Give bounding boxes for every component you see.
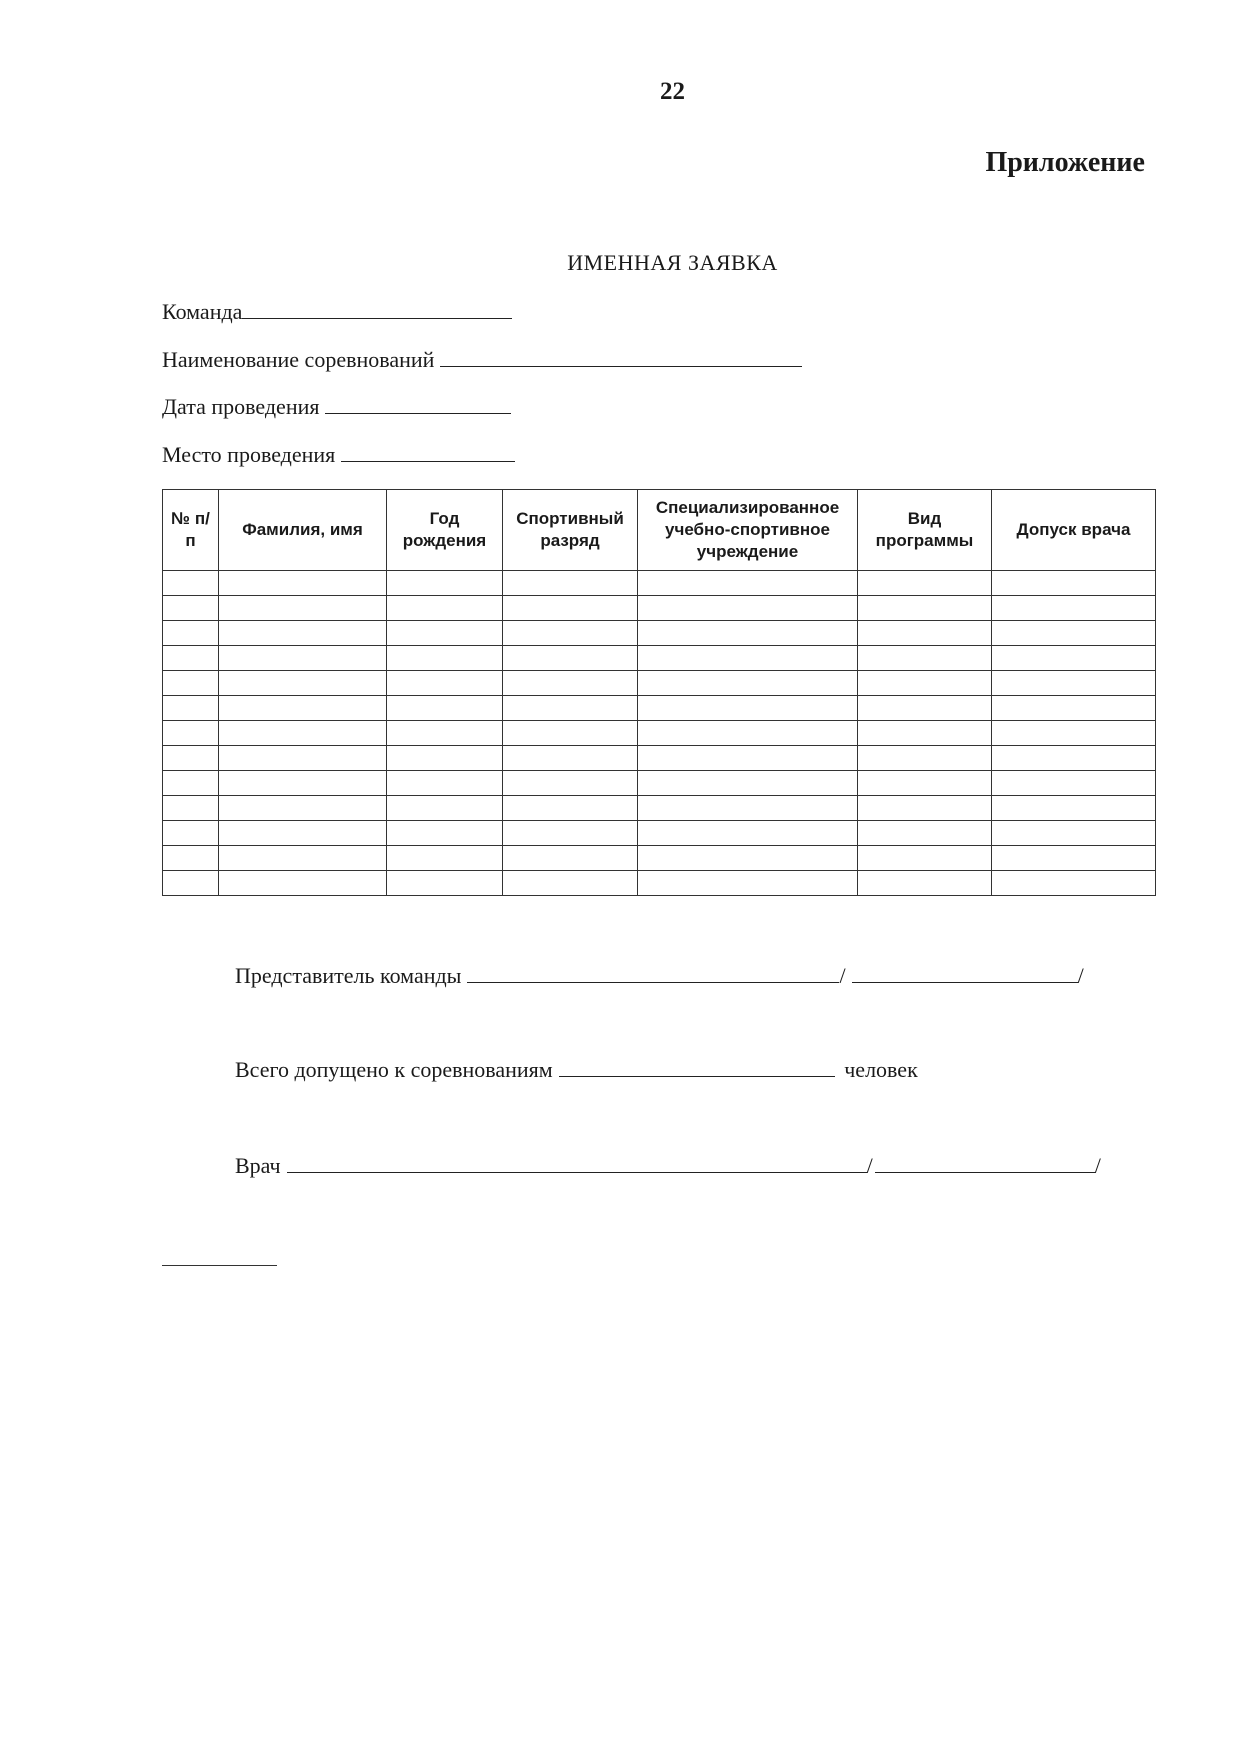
- col-birth-year-header: Год рождения: [387, 490, 503, 571]
- table-cell[interactable]: [638, 796, 858, 821]
- table-cell[interactable]: [638, 871, 858, 896]
- table-cell[interactable]: [219, 646, 387, 671]
- table-cell[interactable]: [503, 621, 638, 646]
- table-row: [163, 696, 1156, 721]
- col-doctor-approval-header: Допуск врача: [992, 490, 1156, 571]
- slash: /: [1077, 963, 1084, 988]
- team-label: Команда: [162, 299, 243, 324]
- admitted-unit: человек: [844, 1057, 918, 1082]
- table-cell[interactable]: [858, 771, 992, 796]
- table-cell[interactable]: [387, 696, 503, 721]
- table-cell[interactable]: [992, 621, 1156, 646]
- table-cell[interactable]: [638, 771, 858, 796]
- table-cell[interactable]: [503, 646, 638, 671]
- table-cell[interactable]: [503, 696, 638, 721]
- table-cell[interactable]: [163, 571, 219, 596]
- table-row: [163, 646, 1156, 671]
- table-cell[interactable]: [163, 646, 219, 671]
- table-cell[interactable]: [992, 671, 1156, 696]
- table-row: [163, 746, 1156, 771]
- table-cell[interactable]: [503, 771, 638, 796]
- table-cell[interactable]: [219, 846, 387, 871]
- table-row: [163, 621, 1156, 646]
- document-title: ИМЕННАЯ ЗАЯВКА: [567, 250, 778, 275]
- table-cell[interactable]: [387, 846, 503, 871]
- table-cell[interactable]: [503, 846, 638, 871]
- col-name-header: Фамилия, имя: [219, 490, 387, 571]
- table-cell[interactable]: [163, 671, 219, 696]
- table-cell[interactable]: [219, 571, 387, 596]
- table-cell[interactable]: [992, 871, 1156, 896]
- table-cell[interactable]: [638, 646, 858, 671]
- team-field: [162, 298, 512, 325]
- table-cell[interactable]: [387, 571, 503, 596]
- table-row: [163, 721, 1156, 746]
- table-cell[interactable]: [992, 771, 1156, 796]
- table-cell[interactable]: [858, 646, 992, 671]
- doctor-name-blank[interactable]: [875, 1152, 1095, 1173]
- table-cell[interactable]: [163, 696, 219, 721]
- table-cell[interactable]: [992, 821, 1156, 846]
- roster-table: [162, 489, 1156, 896]
- table-cell[interactable]: [163, 771, 219, 796]
- table-row: [163, 596, 1156, 621]
- table-cell[interactable]: [503, 796, 638, 821]
- table-cell[interactable]: [638, 621, 858, 646]
- table-cell[interactable]: [163, 596, 219, 621]
- table-cell[interactable]: [858, 746, 992, 771]
- table-cell[interactable]: [387, 596, 503, 621]
- venue-label: Место проведения: [162, 442, 336, 467]
- table-cell[interactable]: [503, 596, 638, 621]
- table-cell[interactable]: [638, 846, 858, 871]
- table-cell[interactable]: [219, 796, 387, 821]
- table-cell[interactable]: [219, 721, 387, 746]
- admitted-total-line: [235, 1056, 918, 1083]
- table-cell[interactable]: [163, 846, 219, 871]
- table-row: [163, 671, 1156, 696]
- col-sport-rank-header: Спортивный разряд: [503, 490, 638, 571]
- table-cell[interactable]: [992, 696, 1156, 721]
- table-cell[interactable]: [387, 646, 503, 671]
- col-institution-header: Специализированное учебно-спортивное учреждение: [638, 490, 858, 571]
- table-row: [163, 771, 1156, 796]
- table-cell[interactable]: [503, 721, 638, 746]
- table-cell[interactable]: [858, 671, 992, 696]
- table-cell[interactable]: [992, 596, 1156, 621]
- slash: /: [1094, 1153, 1101, 1178]
- table-cell[interactable]: [858, 796, 992, 821]
- admitted-count-blank[interactable]: [559, 1056, 835, 1077]
- table-row: [163, 821, 1156, 846]
- table-cell[interactable]: [163, 746, 219, 771]
- table-cell[interactable]: [992, 646, 1156, 671]
- table-cell[interactable]: [992, 721, 1156, 746]
- table-cell[interactable]: [387, 671, 503, 696]
- table-cell[interactable]: [638, 821, 858, 846]
- table-cell[interactable]: [163, 721, 219, 746]
- table-cell[interactable]: [219, 621, 387, 646]
- table-cell[interactable]: [387, 621, 503, 646]
- table-cell[interactable]: [163, 871, 219, 896]
- table-cell[interactable]: [219, 671, 387, 696]
- footnote-rule: [162, 1265, 277, 1266]
- table-cell[interactable]: [638, 721, 858, 746]
- table-cell[interactable]: [992, 571, 1156, 596]
- table-cell[interactable]: [163, 821, 219, 846]
- table-cell[interactable]: [992, 796, 1156, 821]
- date-blank[interactable]: [325, 393, 511, 414]
- table-cell[interactable]: [858, 721, 992, 746]
- table-cell[interactable]: [219, 696, 387, 721]
- table-cell[interactable]: [219, 771, 387, 796]
- representative-name-blank[interactable]: [852, 962, 1078, 983]
- table-cell[interactable]: [503, 746, 638, 771]
- table-row: [163, 846, 1156, 871]
- table-cell[interactable]: [503, 871, 638, 896]
- table-row: [163, 571, 1156, 596]
- table-cell[interactable]: [638, 696, 858, 721]
- table-cell[interactable]: [387, 746, 503, 771]
- admitted-total-label: Всего допущено к соревнованиям: [235, 1057, 553, 1082]
- doctor-line: [235, 1152, 1101, 1179]
- competition-name-label: Наименование соревнований: [162, 347, 435, 372]
- representative-label: Представитель команды: [235, 963, 462, 988]
- table-cell[interactable]: [858, 821, 992, 846]
- table-cell[interactable]: [503, 821, 638, 846]
- table-cell[interactable]: [638, 571, 858, 596]
- table-cell[interactable]: [992, 746, 1156, 771]
- team-blank[interactable]: [242, 298, 512, 319]
- table-cell[interactable]: [387, 771, 503, 796]
- table-header-row: [163, 490, 1156, 571]
- table-cell[interactable]: [858, 596, 992, 621]
- table-row: [163, 796, 1156, 821]
- doctor-label: Врач: [235, 1153, 281, 1178]
- table-cell[interactable]: [219, 596, 387, 621]
- table-cell[interactable]: [858, 846, 992, 871]
- page-number: 22: [660, 78, 685, 105]
- competition-name-field: [162, 346, 802, 373]
- date-field: [162, 393, 511, 420]
- table-cell[interactable]: [858, 696, 992, 721]
- appendix-label: Приложение: [985, 147, 1145, 178]
- col-number-header: № п/п: [163, 490, 219, 571]
- table-cell[interactable]: [858, 871, 992, 896]
- table-cell[interactable]: [387, 796, 503, 821]
- table-cell[interactable]: [219, 746, 387, 771]
- table-cell[interactable]: [387, 721, 503, 746]
- table-cell[interactable]: [387, 821, 503, 846]
- table-cell[interactable]: [992, 846, 1156, 871]
- table-cell[interactable]: [219, 821, 387, 846]
- table-cell[interactable]: [858, 621, 992, 646]
- table-cell[interactable]: [163, 796, 219, 821]
- table-row: [163, 871, 1156, 896]
- table-cell[interactable]: [387, 871, 503, 896]
- slash: /: [866, 1153, 873, 1178]
- doctor-signature-blank[interactable]: [287, 1152, 867, 1173]
- slash: /: [839, 963, 846, 988]
- table-cell[interactable]: [638, 746, 858, 771]
- date-label: Дата проведения: [162, 394, 320, 419]
- table-cell[interactable]: [638, 596, 858, 621]
- col-program-header: Вид программы: [858, 490, 992, 571]
- venue-blank[interactable]: [341, 441, 515, 462]
- table-cell[interactable]: [503, 671, 638, 696]
- table-cell[interactable]: [163, 621, 219, 646]
- table-cell[interactable]: [858, 571, 992, 596]
- representative-line: [235, 962, 1084, 989]
- competition-name-blank[interactable]: [440, 346, 802, 367]
- venue-field: [162, 441, 515, 468]
- representative-signature-blank[interactable]: [467, 962, 839, 983]
- table-cell[interactable]: [638, 671, 858, 696]
- table-cell[interactable]: [219, 871, 387, 896]
- table-cell[interactable]: [503, 571, 638, 596]
